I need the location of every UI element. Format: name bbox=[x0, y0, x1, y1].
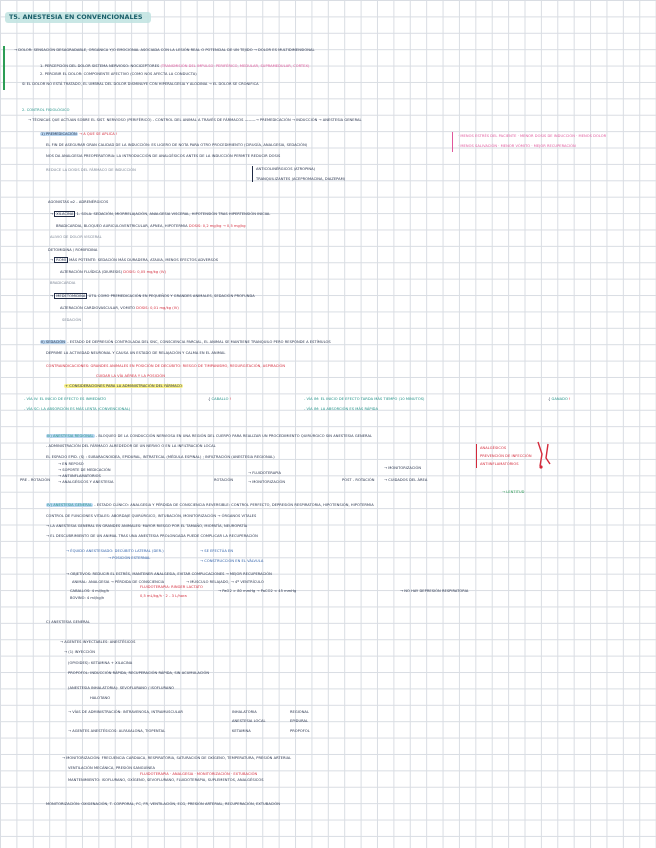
side-note-pink-2: · MENOS SALIVACIÓN · MENOR VÓMITO · MEJOR RECUPERACIÓN bbox=[458, 144, 576, 148]
intro-line-2: 1. PERCEPCIÓN DEL DOLOR SISTEMA NERVIOSO: NOCICEPTORES (TRANSMISIÓN DEL IMPULSO: PERIFÉRICO, MEDULAR, SUPRAMEDULAR, CORTEX) bbox=[40, 64, 310, 68]
detomidina-line-3: BRADICARDIA bbox=[50, 281, 76, 285]
intro-line-1: → DOLOR: SENSACIÓN DESAGRADABLE, ORGÁNICA Y/O EMOCIONAL ASOCIADA CON LA LESIÓN REAL O POTENCIAL DE UN TEJIDO → DOLOR ES MULTIDIMENSIONAL bbox=[14, 48, 315, 52]
regional-red-note-2: PREVENCIÓN DE INFECCIÓN bbox=[480, 454, 532, 458]
regional-rot-c: → MONITORIZACIÓN bbox=[248, 480, 286, 484]
general2-sub4b: PROPOFOL bbox=[290, 729, 310, 733]
sedacion-line-7b: - VÍA IM: LA ABSORCIÓN ES MÁS RÁPIDA bbox=[304, 407, 378, 411]
general-fluid-2: BOVINO: 4 ml/kg/h bbox=[70, 596, 105, 600]
general2-sub3d: EPIDURAL bbox=[290, 719, 309, 723]
sidebar-tag bbox=[0, 44, 12, 92]
premed-bracket bbox=[252, 166, 253, 182]
general-bullet-1d: → CONSTRUCCIÓN EN EL VÁLVULA bbox=[200, 559, 264, 563]
general2-sub3: → VÍAS DE ADMINISTRACIÓN: INTRAVENOSA, INTRAMUSCULAR bbox=[68, 710, 183, 714]
premed-heading: 1) PREMEDICACIÓN → A QUE SE APLICA ! bbox=[41, 132, 118, 136]
general2-sub5a: VENTILACIÓN MECÁNICA, PRESIÓN SANGUÍNEA bbox=[68, 766, 155, 770]
general2-sub1b: (OPIOIDES): KETAMINA + XILACINA bbox=[68, 661, 133, 665]
general2-sub6-colored: FLUIDOTERAPIA · ANALGESIA · MONITORIZACIÓN · EXTUBACIÓN bbox=[140, 772, 258, 776]
regional-post: POST - ROTACIÓN bbox=[342, 478, 375, 482]
section-2-heading: 2. CONTROL FISIOLÓGICO bbox=[22, 108, 70, 112]
regional-red-note-1: ANALGÉSICOS bbox=[480, 446, 507, 450]
general-fluid-5: → PaO2 > 80 mmHg → PaCO2 < 45 mmHg bbox=[218, 589, 297, 593]
detomidina-heading: DETOMIDINA / ROMIFIDINA bbox=[48, 248, 98, 252]
regional-pre: PRE - ROTACIÓN bbox=[20, 478, 50, 482]
premed-right-2: TRANQUILIZANTES (ACEPROMACINA, DIAZEPAM) bbox=[256, 177, 346, 181]
general-line-4: → EL DESCUBRIMIENTO DE UN ANIMAL TRAS UNA ANESTESIA PROLONGADA PUEDE COMPLICAR LA RECUPERACIÓN bbox=[46, 534, 258, 538]
page-title: T5. ANESTESIA EN CONVENCIONALES bbox=[9, 13, 143, 21]
medeto-line-1: → MEDETOMIDINA ÚTIL COMO PREMEDICACIÓN EN PEQUEÑOS Y GRANDES ANIMALES, SEDACIÓN PROFUNDA bbox=[50, 294, 255, 298]
footer-line: MONITORIZACIÓN: OXIGENACIÓN, T. CORPORAL, FC, FR, VENTILACIÓN, ECG, PRESIÓN ARTERIAL, RECUPERACIÓN, EXTUBACIÓN bbox=[46, 802, 281, 806]
general2-sub3a: INHALATORIA bbox=[232, 710, 257, 714]
sedacion-tag-caballo: { CABALLO ! bbox=[208, 397, 232, 401]
regional-line-2: - ADMINISTRACIÓN DEL FÁRMACO ALREDEDOR DE UN NERVIO O EN LA INFILTRACIÓN LOCAL bbox=[46, 444, 216, 448]
general2-sub3c: REGIONAL bbox=[290, 710, 309, 714]
sedacion-tag-ganado: { GANADO ! bbox=[548, 397, 571, 401]
general-bullet-1b: → SE EFECTÚA EN bbox=[200, 549, 234, 553]
regional-pre-d: → ANTIINFLAMATORIOS bbox=[58, 474, 101, 478]
sedacion-line-5: + CONSIDERACIONES PARA LA ADMINISTRACIÓN DEL FÁRMACO bbox=[65, 384, 183, 388]
general-line-3: → LA ANESTESIA GENERAL EN GRANDES ANIMALES: MAYOR RIESGO POR EL TAMAÑO, MIOPATÍA, NEUROPATÍA bbox=[46, 524, 248, 528]
general2-sub1a: → (1) INYECCIÓN bbox=[64, 650, 95, 654]
s2-line-1: → TÉCNICAS QUE ACTÚAN SOBRE EL SIST. NERVIOSO (PERIFÉRICO) - CONTROL DEL ANIMAL A TRAVÉS DE FÁRMACOS ———→ PREMEDICACIÓN → INDUCCIÓN → ANESTESIA GENERAL bbox=[28, 118, 362, 122]
general-fluid-6: → NO HAY DEPRESIÓN RESPIRATORIA bbox=[400, 589, 469, 593]
sedacion-line-3: CONTRAINDICACIONES: GRANDES ANIMALES EN POSICIÓN DE DECÚBITO: RIESGO DE TIMPANISMO, REGURGITACIÓN, ASPIRACIÓN bbox=[46, 364, 286, 368]
premed-right-1: ANTICOLINÉRGICOS (ATROPINA) bbox=[256, 167, 316, 171]
general-line-2: CONTROL DE FUNCIONES VITALES: ABORDAJE QUIRÚRGICO, INTUBACIÓN, MONITORIZACIÓN → ÓRGANOS VITALES bbox=[46, 514, 257, 518]
regional-rot-b: → FLUIDOTERAPIA bbox=[248, 471, 282, 475]
sedacion-line-6a: - VÍA IV: EL INICIO DE EFECTO ES INMEDIATO bbox=[24, 397, 107, 401]
general-bullet-2a: → OBJETIVOS: REDUCIR EL ESTRÉS, MANTENER ANALGESIA, EVITAR COMPLICACIONES → MEJOR RECUPERACIÓN bbox=[66, 572, 272, 576]
intro-line-3: 2. PERCIBIR EL DOLOR: COMPONENTE AFECTIVO (COMO NOS AFECTA LA CONDUCTA) bbox=[40, 72, 197, 76]
premed-line-1: EL FIN DE ASEGURAR GRAN CALIDAD DE LA INDUCCIÓN: ES LIGERO DE NOTA PARA OTRO PROCEDIMIENTO (CIRUGÍA, ANALGESIA, SEDACIÓN) bbox=[46, 143, 308, 147]
xylazine-line-1: → XILACINA 1. SOLA: SEDACIÓN, MIORRELAJACIÓN, ANALGESIA VISCERAL, HIPOTENSIÓN TRAS HIPERTENSIÓN INICIAL bbox=[50, 212, 271, 216]
general-line-1: IV) ANESTESIA GENERAL - ESTADO CLÍNICO: ANALGESIA Y PÉRDIDA DE CONSCIENCIA REVERSIBLE: CONTROL PERFECTO, DEPRESIÓN RESPIRATORIA, HIPOTENSIÓN, HIPOTERMIA bbox=[47, 503, 374, 507]
general-bullet-1a: → ÉQUIDO ANESTESIADO: DECÚBITO LATERAL (DER.) bbox=[66, 549, 164, 553]
xylazine-line-3: ALIVIO DE DOLOR VISCERAL bbox=[50, 235, 102, 239]
general-fluid-4: 0,5 mL/kg/h · 2 - 3 L/hora bbox=[140, 594, 187, 598]
medeto-line-3: SEDACIÓN bbox=[62, 318, 82, 322]
regional-line-1: III) ANESTESIA REGIONAL - BLOQUEO DE LA CONDUCCIÓN NERVIOSA EN UNA REGIÓN DEL CUERPO PARA REALIZAR UN PROCEDIMIENTO QUIRÚRGICO SIN ANESTESIA GENERAL bbox=[47, 434, 373, 438]
regional-pre-c: → SOPORTE DE MEDICACIÓN bbox=[58, 468, 111, 472]
pink-bracket bbox=[452, 132, 453, 152]
regional-red-note-3: ANTIINFLAMATORIOS bbox=[480, 462, 519, 466]
general-side-tag: → LENTITUD bbox=[502, 490, 525, 494]
regional-post-c: → CUIDADOS DEL ÁREA bbox=[384, 478, 428, 482]
sidebar-bar bbox=[3, 46, 5, 90]
general-bullet-1c: → POSICIÓN ESTERNAL bbox=[108, 556, 151, 560]
sedacion-line-4: CUIDAR LA VÍA AÉREA Y LA POSICIÓN bbox=[96, 374, 165, 378]
scalpel-icon bbox=[534, 440, 556, 470]
sedacion-line-2: DEPRIME LA ACTIVIDAD NEURONAL Y CAUSA UN ESTADO DE RELAJACIÓN Y CALMA EN EL ANIMAL bbox=[46, 351, 226, 355]
detomidina-line-2: ALTERACIÓN FLUÍDICA (DIURESIS) DOSIS: 0,05 mg/kg (IV) bbox=[60, 270, 166, 274]
sedacion-line-6c: - VÍA IM: EL INICIO DE EFECTO TARDA MÁS TIEMPO (10 MINUTOS) bbox=[304, 397, 425, 401]
general-fluid-1: CABALLOS: 4 ml/kg/h bbox=[70, 589, 110, 593]
detomidina-line-1: → ROMI MÁS POTENTE: SEDACIÓN MÁS DURADERA, ATAXIA, MENOS EFECTOS ADVERSOS bbox=[50, 258, 219, 262]
premed-line-3: REDUCE LA DOSIS DEL FÁRMACO DE INDUCCIÓN bbox=[46, 168, 136, 172]
regional-pre-e: → ANALGÉSICOS Y ANESTESIA bbox=[58, 480, 114, 484]
general2-sub5: → MONITORIZACIÓN: FRECUENCIA CARDIACA, RESPIRATORIA, SATURACIÓN DE OXÍGENO, TEMPERATURA, PRESIÓN ARTERIAL bbox=[62, 756, 292, 760]
sedacion-line-1: II) SEDACIÓN - ESTADO DE DEPRESIÓN CONTROLADA DEL SNC, CONSCIENCIA PARCIAL, EL ANIMAL SE MANTIENE TRANQUILO PERO RESPONDE A ESTÍMULOS bbox=[41, 340, 331, 344]
xylazine-line-2: BRADICARDIA, BLOQUEO AURICULOVENTRICULAR, APNEA, HIPOTERMIA DOSIS: 0,2 mg/kg → 0,5 mg/kg bbox=[56, 224, 246, 228]
general2-heading: C) ANESTESIA GENERAL bbox=[46, 620, 90, 624]
medeto-line-2: ALTERACIÓN CARDIOVASCULAR, VOMITO DOSIS: 0,01 mg/kg (IV) bbox=[60, 306, 179, 310]
general2-sub4a: KETAMINA bbox=[232, 729, 251, 733]
regional-rot: ROTACIÓN bbox=[214, 478, 234, 482]
regional-post-b: → MONITORIZACIÓN bbox=[384, 466, 422, 470]
general-fluid-3: FLUIDOTERAPIA: RINGER LACTATO bbox=[140, 585, 203, 589]
general2-sub1c: PROPOFOL: INDUCCIÓN RÁPIDA, RECUPERACIÓN RÁPIDA, SIN ACUMULACIÓN bbox=[68, 671, 210, 675]
agonistas-heading: AGONISTAS α2 - ADRENÉRGICOS bbox=[48, 200, 109, 204]
general-bullet-2c: → MÚSCULO RELAJADO, → 4º VENTRÍCULO bbox=[186, 580, 264, 584]
general2-sub3b: ANESTESIA LOCAL bbox=[232, 719, 266, 723]
regional-pre-b: → EN REPOSO bbox=[58, 462, 84, 466]
sedacion-line-7: - VÍA SC: LA ABSORCIÓN ES MÁS LENTA (CONVENCIONAL) bbox=[24, 407, 131, 411]
premed-line-2: NOS DA ANALGESIA PREOPERATORIA: LA INTRODUCCIÓN DE ANALGÉSICOS ANTES DE LA INDUCCIÓN PERMITE REDUCIR DOSIS bbox=[46, 154, 281, 158]
red-bracket bbox=[476, 444, 477, 468]
general2-sub2: (ANESTESIA INHALATORIA): SEVOFLURANO / ISOFLURANO bbox=[68, 686, 175, 690]
general2-sub4: → AGENTES ANESTÉSICOS: ALFAXALONA, TIOPENTAL bbox=[68, 729, 166, 733]
general-bullet-2b: ANIMAL: ANALGESIA → PÉRDIDA DE CONSCIENCIA bbox=[72, 580, 165, 584]
general2-sub2b: HALOTANO bbox=[90, 696, 111, 700]
general2-sub1: → AGENTES INYECTABLES: ANESTÉSICOS bbox=[60, 640, 136, 644]
intro-line-4: SI EL DOLOR NO ESTÁ TRATADO, EL UMBRAL DEL DOLOR DISMINUYE CON HIPERALGESIA Y ALODINIA → EL DOLOR SE CRONIFICA bbox=[22, 82, 259, 86]
general2-sub6: MANTENIMIENTO: ISOFLURANO, OXÍGENO, SEVOFLURANO, FLUIDOTERAPIA, SUPLEMENTOS, ANALGÉSICOS bbox=[68, 778, 264, 782]
regional-line-3: EL ESPACIO EPID. (S) : SUBARACNOIDEA, EPIDURAL, INTRATECAL (MÉDULA ESPINAL) ; INFILTRACIÓN (ANESTESIA REGIONAL) bbox=[46, 455, 275, 459]
side-note-pink-1: · MENOS ESTRÉS DEL PACIENTE · MENOR DOSIS DE INDUCCIÓN · MENOS DOLOR bbox=[458, 134, 607, 138]
